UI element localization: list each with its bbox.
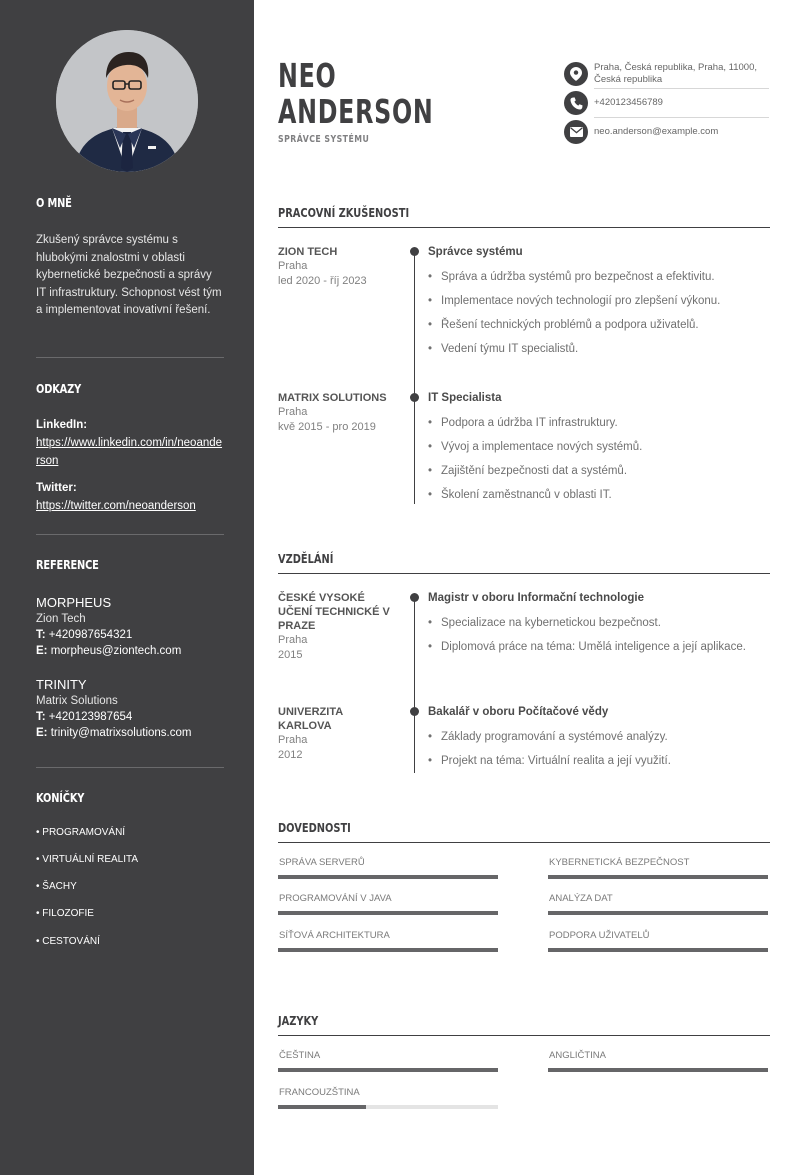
degree-title: Bakalář v oboru Počítačové vědy xyxy=(428,706,609,718)
sidebar-divider xyxy=(36,534,224,535)
company-name: ZION TECH xyxy=(278,246,338,258)
company-location: Praha xyxy=(278,260,308,272)
education-entry-meta xyxy=(278,591,398,663)
about-heading: O MNĚ xyxy=(36,196,72,210)
skill-bar xyxy=(548,875,768,879)
school-name: UNIVERZITA KARLOVA xyxy=(278,706,343,732)
languages-heading: JAZYKY xyxy=(278,1014,319,1028)
full-name xyxy=(278,58,433,130)
list-item: • Vedení týmu IT specialistů. xyxy=(428,337,770,361)
first-name: NEO xyxy=(278,56,337,95)
language-label: FRANCOUZŠTINA xyxy=(279,1087,360,1098)
timeline-dot xyxy=(410,247,419,256)
profile-photo xyxy=(56,30,198,172)
employment-dates: led 2020 - říj 2023 xyxy=(278,275,367,287)
experience-entry-details xyxy=(428,245,770,361)
school-name: ČESKÉ VYSOKÉ UČENÍ TECHNICKÉ V PRAZE xyxy=(278,592,390,632)
experience-heading: PRACOVNÍ ZKUŠENOSTI xyxy=(278,206,410,220)
skill-item xyxy=(278,930,498,952)
skill-item xyxy=(548,893,768,915)
phone-text: +420123456789 xyxy=(594,97,663,108)
twitter-link-block xyxy=(36,480,224,514)
skill-bar-fill xyxy=(278,948,498,952)
experience-timeline xyxy=(414,252,415,504)
education-entry-meta xyxy=(278,705,398,763)
language-bar-fill xyxy=(278,1068,498,1072)
list-item: • Správa a údržba systémů pro bezpečnost a efektivitu. xyxy=(428,265,770,289)
degree-title: Magistr v oboru Informační technologie xyxy=(428,592,644,604)
hobbies-section xyxy=(36,791,224,805)
skill-bar-fill xyxy=(278,911,498,915)
experience-entry-meta xyxy=(278,245,398,289)
phone-icon xyxy=(564,91,588,115)
school-location: Praha xyxy=(278,734,308,746)
twitter-link[interactable]: https://twitter.com/neoanderson xyxy=(36,500,196,512)
timeline-dot xyxy=(410,593,419,602)
list-item: • Základy programování a systémové analýzy. xyxy=(428,725,770,749)
skill-bar xyxy=(278,911,498,915)
hobbies-heading: KONÍČKY xyxy=(36,791,85,805)
contact-divider xyxy=(594,88,769,89)
list-item: • Řešení technických problémů a podpora uživatelů. xyxy=(428,313,770,337)
education-heading: VZDĚLÁNÍ xyxy=(278,552,334,566)
about-text: Zkušený správce systému s hlubokými znalostmi v oblasti kybernetické bezpečnosti a správy IT infrastruktury. Schopnost vést tým a implementovat inovativní řešení. xyxy=(36,234,222,316)
reference-name: MORPHEUS xyxy=(36,595,112,610)
contact-divider xyxy=(594,117,769,118)
language-bar-fill xyxy=(548,1068,768,1072)
skill-label: ANALÝZA DAT xyxy=(549,893,613,904)
reference-company: Zion Tech xyxy=(36,613,86,625)
skill-bar xyxy=(548,948,768,952)
hobby-item: • PROGRAMOVÁNÍ xyxy=(36,827,126,838)
company-location: Praha xyxy=(278,406,308,418)
reference-phone: T: +420123987654 xyxy=(36,711,133,723)
skill-item xyxy=(278,893,498,915)
sidebar xyxy=(0,0,254,1175)
skill-item xyxy=(548,930,768,952)
reference-email: E: morpheus@ziontech.com xyxy=(36,645,182,657)
last-name: ANDERSON xyxy=(278,92,434,131)
language-item xyxy=(278,1087,498,1109)
reference-name: TRINITY xyxy=(36,677,87,692)
sidebar-divider xyxy=(36,767,224,768)
hobby-item: • ŠACHY xyxy=(36,881,77,892)
section-rule xyxy=(278,573,770,574)
responsibility-list xyxy=(428,411,770,507)
links-heading: ODKAZY xyxy=(36,382,82,396)
language-label: ANGLIČTINA xyxy=(549,1050,607,1061)
references-heading: REFERENCE xyxy=(36,558,99,572)
timeline-dot xyxy=(410,707,419,716)
language-item xyxy=(278,1050,498,1072)
education-bullet-list xyxy=(428,725,770,773)
linkedin-link[interactable]: https://www.linkedin.com/in/neoanderson xyxy=(36,437,223,467)
education-entry-details xyxy=(428,591,770,659)
skill-bar-fill xyxy=(548,875,768,879)
list-item: • Projekt na téma: Virtuální realita a její využití. xyxy=(428,749,770,773)
language-label: ČEŠTINA xyxy=(279,1050,321,1061)
company-name: MATRIX SOLUTIONS xyxy=(278,392,387,404)
section-rule xyxy=(278,227,770,228)
list-item: • Podpora a údržba IT infrastruktury. xyxy=(428,411,770,435)
linkedin-label: LinkedIn: xyxy=(36,419,88,431)
job-title: SPRÁVCE SYSTÉMU xyxy=(278,134,370,145)
links-section xyxy=(36,382,224,396)
skill-bar xyxy=(548,911,768,915)
hobby-item: • VIRTUÁLNÍ REALITA xyxy=(36,854,139,865)
language-bar xyxy=(278,1068,498,1072)
experience-entry-details xyxy=(428,391,770,507)
mail-icon xyxy=(564,120,588,144)
employment-dates: kvě 2015 - pro 2019 xyxy=(278,421,376,433)
list-item: • Specializace na kybernetickou bezpečnost. xyxy=(428,611,770,635)
education-bullet-list xyxy=(428,611,770,659)
reference-phone: T: +420987654321 xyxy=(36,629,133,641)
list-item: • Školení zaměstnanců v oblasti IT. xyxy=(428,483,770,507)
language-bar xyxy=(278,1105,498,1109)
list-item: • Vývoj a implementace nových systémů. xyxy=(428,435,770,459)
skill-item xyxy=(278,857,498,879)
sidebar-divider xyxy=(36,357,224,358)
skills-heading: DOVEDNOSTI xyxy=(278,821,351,835)
email-text: neo.anderson@example.com xyxy=(594,126,719,137)
education-timeline xyxy=(414,598,415,773)
address-text: Praha, Česká republika, Praha, 11000, Česká republika xyxy=(594,62,758,85)
twitter-label: Twitter: xyxy=(36,482,77,494)
skill-label: KYBERNETICKÁ BEZPEČNOST xyxy=(549,857,690,868)
reference-company: Matrix Solutions xyxy=(36,695,118,707)
reference-email: E: trinity@matrixsolutions.com xyxy=(36,727,192,739)
job-role: Správce systému xyxy=(428,246,523,258)
linkedin-link-block xyxy=(36,417,224,469)
school-location: Praha xyxy=(278,634,308,646)
graduation-year: 2012 xyxy=(278,749,303,761)
section-rule xyxy=(278,842,770,843)
language-bar-fill xyxy=(278,1105,366,1109)
timeline-dot xyxy=(410,393,419,402)
language-item xyxy=(548,1050,768,1072)
skill-label: PROGRAMOVÁNÍ V JAVA xyxy=(279,893,392,904)
job-role: IT Specialista xyxy=(428,392,502,404)
references-section xyxy=(36,558,224,572)
language-bar xyxy=(548,1068,768,1072)
about-section xyxy=(36,196,224,210)
skill-bar-fill xyxy=(548,911,768,915)
hobby-item: • CESTOVÁNÍ xyxy=(36,936,100,947)
list-item: • Zajištění bezpečnosti dat a systémů. xyxy=(428,459,770,483)
skill-bar xyxy=(278,948,498,952)
hobby-item: • FILOZOFIE xyxy=(36,908,94,919)
location-pin-icon xyxy=(564,62,588,86)
reference-item xyxy=(36,594,224,659)
profile-photo-illustration xyxy=(56,30,198,172)
section-rule xyxy=(278,1035,770,1036)
responsibility-list xyxy=(428,265,770,361)
reference-item xyxy=(36,676,224,741)
skill-label: PODPORA UŽIVATELŮ xyxy=(549,930,650,941)
list-item: • Implementace nových technologií pro zlepšení výkonu. xyxy=(428,289,770,313)
skill-bar xyxy=(278,875,498,879)
experience-entry-meta xyxy=(278,391,398,435)
skill-label: SÍŤOVÁ ARCHITEKTURA xyxy=(279,930,390,941)
skill-bar-fill xyxy=(548,948,768,952)
list-item: • Diplomová práce na téma: Umělá inteligence a její aplikace. xyxy=(428,635,770,659)
graduation-year: 2015 xyxy=(278,649,303,661)
education-entry-details xyxy=(428,705,770,773)
skill-item xyxy=(548,857,768,879)
skill-label: SPRÁVA SERVERŮ xyxy=(279,857,365,868)
skill-bar-fill xyxy=(278,875,498,879)
